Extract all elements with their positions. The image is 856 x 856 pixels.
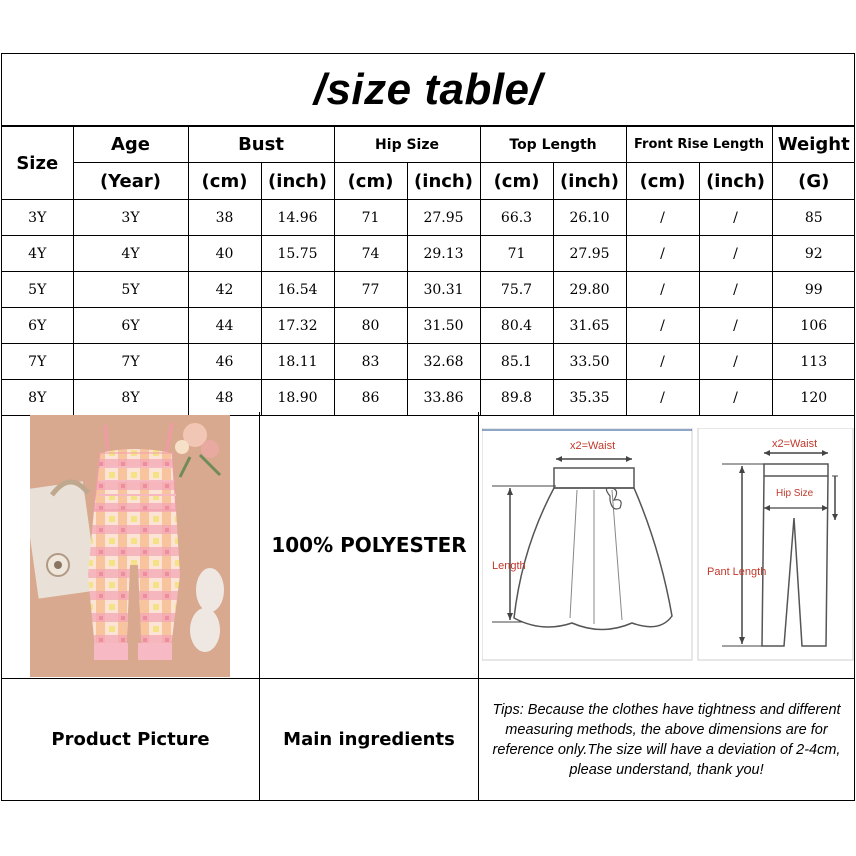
main-ingredients-label: Main ingredients — [283, 729, 455, 750]
table-cell: 3Y — [2, 200, 73, 236]
table-cell: 5Y — [2, 272, 73, 308]
table-cell: 48 — [188, 380, 261, 416]
header-row — [2, 127, 855, 163]
skirt-waist-label: x2=Waist — [570, 440, 616, 452]
table-cell: 8Y — [2, 380, 73, 416]
table-row — [2, 272, 855, 308]
table-cell: 16.54 — [261, 272, 334, 308]
table-cell: 85 — [772, 200, 855, 236]
table-cell: 8Y — [73, 380, 188, 416]
table-cell: / — [626, 236, 699, 272]
material-label: 100% POLYESTER — [271, 533, 467, 557]
table-cell: 29.80 — [553, 272, 626, 308]
table-cell: 18.90 — [261, 380, 334, 416]
table-cell: / — [699, 236, 772, 272]
table-cell: 77 — [334, 272, 407, 308]
product-photo-illustration — [30, 415, 230, 677]
table-cell: 18.11 — [261, 344, 334, 380]
table-row — [2, 308, 855, 344]
pant-hip-label: Hip Size — [776, 488, 814, 499]
table-cell: 85.1 — [480, 344, 553, 380]
table-cell: 4Y — [2, 236, 73, 272]
unit-header: (cm) — [626, 163, 699, 200]
column-header-size: Size — [2, 127, 73, 200]
unit-header: (inch) — [553, 163, 626, 200]
table-cell: 26.10 — [553, 200, 626, 236]
unit-row — [2, 163, 855, 200]
table-cell: / — [626, 272, 699, 308]
unit-header: (cm) — [188, 163, 261, 200]
table-cell: 17.32 — [261, 308, 334, 344]
table-cell: 120 — [772, 380, 855, 416]
table-cell: 7Y — [73, 344, 188, 380]
table-cell: / — [699, 344, 772, 380]
table-cell: 80 — [334, 308, 407, 344]
column-header-top-length: Top Length — [480, 127, 626, 163]
table-cell: 75.7 — [480, 272, 553, 308]
unit-header: (cm) — [480, 163, 553, 200]
lower-section — [2, 412, 854, 800]
table-cell: 14.96 — [261, 200, 334, 236]
column-header-bust: Bust — [188, 127, 334, 163]
unit-header: (inch) — [261, 163, 334, 200]
unit-header: (Year) — [73, 163, 188, 200]
table-cell: 4Y — [73, 236, 188, 272]
table-cell: / — [699, 272, 772, 308]
table-cell: 86 — [334, 380, 407, 416]
product-picture-label: Product Picture — [51, 729, 210, 750]
table-cell: 3Y — [73, 200, 188, 236]
table-cell: 89.8 — [480, 380, 553, 416]
table-cell: 92 — [772, 236, 855, 272]
table-cell: 71 — [334, 200, 407, 236]
table-row — [2, 344, 855, 380]
measurement-diagram-illustration — [482, 428, 854, 662]
table-cell: 106 — [772, 308, 855, 344]
column-header-hip: Hip Size — [334, 127, 480, 163]
table-cell: 38 — [188, 200, 261, 236]
unit-header: (inch) — [699, 163, 772, 200]
table-row — [2, 236, 855, 272]
unit-header: (G) — [772, 163, 855, 200]
table-cell: 27.95 — [553, 236, 626, 272]
table-cell: 31.65 — [553, 308, 626, 344]
table-cell: 74 — [334, 236, 407, 272]
table-cell: 32.68 — [407, 344, 480, 380]
size-chart — [1, 53, 855, 801]
table-cell: 29.13 — [407, 236, 480, 272]
table-cell: 71 — [480, 236, 553, 272]
table-cell: 35.35 — [553, 380, 626, 416]
table-cell: 27.95 — [407, 200, 480, 236]
table-cell: 83 — [334, 344, 407, 380]
unit-header: (cm) — [334, 163, 407, 200]
table-cell: 40 — [188, 236, 261, 272]
product-photo — [30, 415, 230, 677]
column-header-weight: Weight — [772, 127, 855, 163]
pant-length-label: Pant Length — [707, 566, 767, 578]
table-cell: / — [699, 308, 772, 344]
table-row — [2, 380, 855, 416]
skirt-length-label: Length — [492, 560, 526, 572]
table-cell: / — [626, 344, 699, 380]
table-cell: / — [626, 308, 699, 344]
table-cell: 31.50 — [407, 308, 480, 344]
table-cell: 99 — [772, 272, 855, 308]
page-title: /size table/ — [2, 54, 854, 126]
column-header-age: Age — [73, 127, 188, 163]
table-cell: 6Y — [73, 308, 188, 344]
table-cell: 66.3 — [480, 200, 553, 236]
table-cell: / — [626, 200, 699, 236]
table-cell: / — [699, 380, 772, 416]
table-cell: 33.50 — [553, 344, 626, 380]
tips-text: Tips: Because the clothes have tightness and different measuring methods, the above dimensions are for reference only.The size will have a deviation of 2-4cm, please understand, thank you! — [492, 701, 841, 778]
table-cell: / — [626, 380, 699, 416]
measurement-diagram — [482, 428, 854, 662]
table-cell: 42 — [188, 272, 261, 308]
table-cell: 6Y — [2, 308, 73, 344]
table-row — [2, 200, 855, 236]
table-cell: 46 — [188, 344, 261, 380]
size-table — [2, 126, 855, 416]
unit-header: (inch) — [407, 163, 480, 200]
pant-waist-label: x2=Waist — [772, 438, 818, 450]
table-cell: 7Y — [2, 344, 73, 380]
table-cell: 30.31 — [407, 272, 480, 308]
table-cell: 33.86 — [407, 380, 480, 416]
column-header-front-rise: Front Rise Length — [626, 127, 772, 163]
table-cell: 113 — [772, 344, 855, 380]
table-cell: 44 — [188, 308, 261, 344]
table-cell: 5Y — [73, 272, 188, 308]
table-cell: 80.4 — [480, 308, 553, 344]
table-cell: / — [699, 200, 772, 236]
table-cell: 15.75 — [261, 236, 334, 272]
